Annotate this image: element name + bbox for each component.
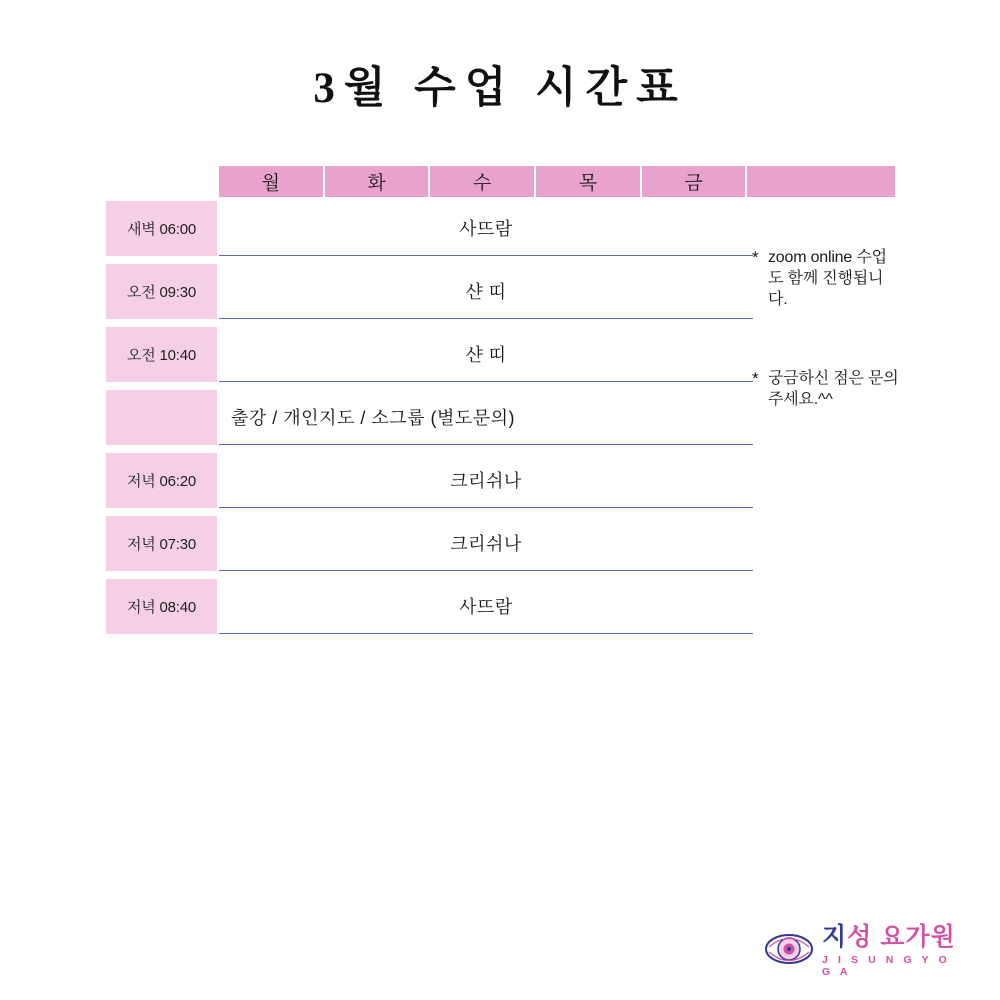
- logo-name-ko-2: 성: [847, 923, 873, 951]
- note-inquiry: [752, 368, 912, 410]
- row-underline: [219, 633, 753, 634]
- time-cell-1: 새벽 06:00: [106, 201, 217, 256]
- time-cell-5: 저녁 06:20: [106, 453, 217, 508]
- note-zoom-online: [752, 247, 902, 310]
- weekday-header-tue: 화: [325, 166, 429, 197]
- row-underline: [219, 507, 753, 508]
- note-marker: *: [752, 248, 759, 267]
- time-cell-3: 오전 10:40: [106, 327, 217, 382]
- logo-name-english: J I S U N G Y O G A: [822, 954, 951, 978]
- weekday-header-fri: 금: [642, 166, 746, 197]
- table-row: [219, 516, 753, 571]
- table-row: [219, 390, 753, 445]
- note-marker: *: [752, 369, 759, 388]
- logo-name-korean: [822, 922, 968, 952]
- weekday-header-mon: 월: [219, 166, 323, 197]
- row-underline: [219, 318, 753, 319]
- weekday-header-wed: 수: [430, 166, 534, 197]
- table-row: [219, 579, 753, 634]
- table-row: [219, 453, 753, 508]
- weekday-header-row: [219, 166, 895, 197]
- row-underline: [219, 381, 753, 382]
- class-name-7: 사뜨람: [459, 596, 513, 617]
- table-row: [219, 264, 753, 319]
- note-text: 궁금하신 점은 문의주세요.^^: [768, 370, 899, 408]
- logo-name-ko-1: 지: [822, 923, 848, 951]
- time-cell-4: [106, 390, 217, 445]
- class-name-2: 샨 띠: [465, 281, 507, 302]
- logo-text: [822, 922, 968, 978]
- logo-name-ko-3: 요가원: [880, 923, 956, 951]
- row-underline: [219, 570, 753, 571]
- time-column: [106, 201, 217, 642]
- time-cell-7: 저녁 08:40: [106, 579, 217, 634]
- class-name-5: 크리쉬나: [450, 470, 522, 491]
- weekday-header-thu: 목: [536, 166, 640, 197]
- schedule-rows: [219, 201, 753, 642]
- row-underline: [219, 444, 753, 445]
- logo: [764, 920, 964, 976]
- table-row: [219, 327, 753, 382]
- table-row: [219, 201, 753, 256]
- class-name-1: 사뜨람: [459, 218, 513, 239]
- jisung-yoga-emblem-icon: [764, 924, 814, 974]
- class-name-4: 출강 / 개인지도 / 소그룹 (별도문의): [231, 407, 516, 428]
- time-cell-2: 오전 09:30: [106, 264, 217, 319]
- time-cell-6: 저녁 07:30: [106, 516, 217, 571]
- note-text: zoom online 수업도 함께 진행됩니다.: [768, 249, 887, 308]
- class-name-3: 샨 띠: [465, 344, 507, 365]
- row-underline: [219, 255, 753, 256]
- weekday-header-blank: [747, 166, 895, 197]
- class-name-6: 크리쉬나: [450, 533, 522, 554]
- page-title: 3월 수업 시간표: [313, 65, 687, 112]
